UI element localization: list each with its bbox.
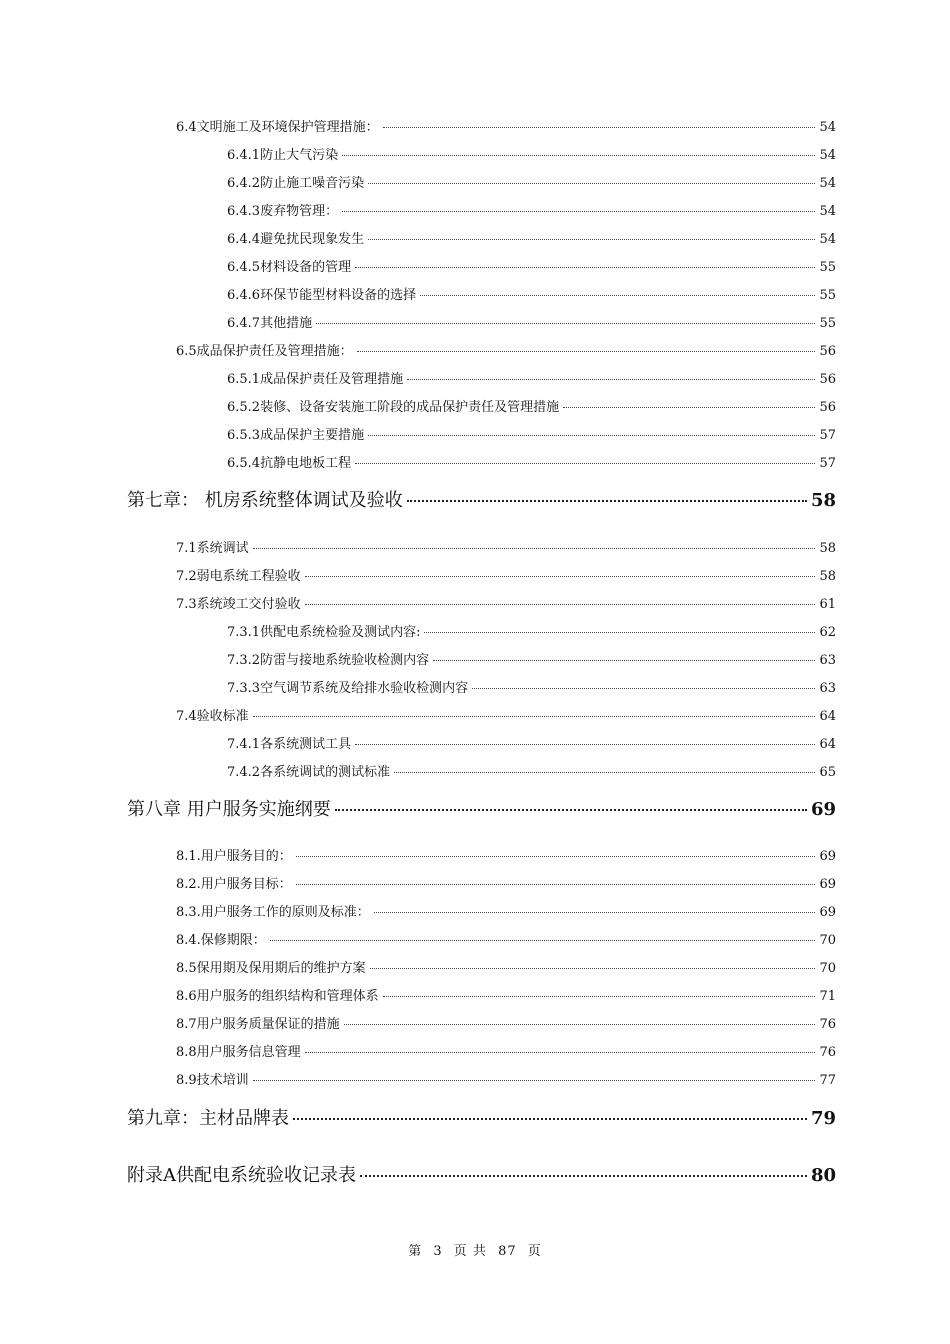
toc-entry-label: 7.4验收标准 — [176, 709, 249, 724]
toc-entry-page: 64 — [819, 737, 836, 752]
toc-entry-page: 54 — [819, 204, 836, 219]
toc-entry-page: 70 — [819, 933, 836, 948]
toc-entry — [227, 621, 836, 640]
toc-entry — [227, 368, 836, 387]
toc-entry-label: 8.5保用期及保用期后的维护方案 — [176, 961, 366, 976]
toc-entry-page: 54 — [819, 148, 836, 163]
toc-entry — [176, 705, 836, 724]
footer-suffix: 页 — [527, 1244, 542, 1259]
toc-entry-page: 69 — [819, 905, 836, 920]
toc-chapter-entry — [127, 1104, 836, 1130]
toc-entry — [176, 985, 836, 1004]
toc-entry-page: 69 — [819, 877, 836, 892]
toc-entry — [227, 312, 836, 331]
dot-leader — [368, 435, 815, 436]
toc-entry-label: 6.4文明施工及环境保护管理措施： — [176, 120, 379, 135]
toc-entry-page: 54 — [819, 120, 836, 135]
toc-chapter-entry — [127, 486, 836, 512]
toc-chapter-entry — [127, 1161, 836, 1187]
toc-entry-label: 6.5.1成品保护责任及管理措施 — [227, 372, 404, 387]
dot-leader — [253, 1080, 816, 1081]
toc-entry — [227, 733, 836, 752]
toc-chapter-page: 58 — [810, 490, 836, 511]
toc-entry-label: 8.7用户服务质量保证的措施 — [176, 1017, 340, 1032]
dot-leader — [293, 1118, 807, 1120]
toc-entry-label: 6.5.2装修、设备安装施工阶段的成品保护责任及管理措施 — [227, 400, 560, 415]
toc-entry-label: 7.4.2各系统调试的测试标准 — [227, 765, 391, 780]
toc-entry — [227, 144, 836, 163]
toc-entry — [176, 901, 836, 920]
dot-leader — [383, 127, 816, 128]
toc-entry-label: 6.4.2防止施工噪音污染 — [227, 176, 365, 191]
toc-entry-label: 6.4.6环保节能型材料设备的选择 — [227, 288, 417, 303]
toc-entry-label: 6.5成品保护责任及管理措施： — [176, 344, 353, 359]
toc-entry-page: 54 — [819, 176, 836, 191]
dot-leader — [383, 996, 816, 997]
toc-entry — [176, 957, 836, 976]
toc-entry-page: 64 — [819, 709, 836, 724]
dot-leader — [360, 1175, 807, 1177]
dot-leader — [296, 884, 816, 885]
toc-entry-label: 7.3.1供配电系统检验及测试内容: — [227, 625, 421, 640]
toc-entry — [176, 593, 836, 612]
toc-entry-label: 6.4.5材料设备的管理 — [227, 260, 352, 275]
dot-leader — [253, 716, 816, 717]
toc-entry-label: 7.3.3空气调节系统及给排水验收检测内容 — [227, 681, 469, 696]
toc-chapter-page: 80 — [810, 1165, 836, 1186]
toc-entry — [227, 452, 836, 471]
toc-entry — [176, 1069, 836, 1088]
toc-entry-page: 63 — [819, 653, 836, 668]
toc-chapter-entry — [127, 795, 836, 821]
toc-entry-label: 8.6用户服务的组织结构和管理体系 — [176, 989, 379, 1004]
dot-leader — [407, 500, 807, 502]
toc-entry-page: 71 — [819, 989, 836, 1004]
toc-entry-label: 6.4.1防止大气污染 — [227, 148, 339, 163]
toc-entry-page: 56 — [819, 400, 836, 415]
toc-entry-label: 6.5.3成品保护主要措施 — [227, 428, 365, 443]
toc-entry — [176, 845, 836, 864]
dot-leader — [374, 912, 816, 913]
toc-entry — [176, 565, 836, 584]
toc-chapter-page: 69 — [810, 799, 836, 820]
toc-entry-page: 55 — [819, 316, 836, 331]
toc-entry-page: 56 — [819, 344, 836, 359]
toc-entry-label: 7.1系统调试 — [176, 541, 249, 556]
dot-leader — [472, 688, 815, 689]
dot-leader — [305, 604, 816, 605]
toc-entry-page: 76 — [819, 1045, 836, 1060]
dot-leader — [420, 295, 815, 296]
dot-leader — [316, 323, 815, 324]
toc-entry-page: 61 — [819, 597, 836, 612]
dot-leader — [357, 351, 816, 352]
toc-entry-page: 76 — [819, 1017, 836, 1032]
toc-entry-page: 70 — [819, 961, 836, 976]
dot-leader — [368, 239, 815, 240]
toc-chapter-label: 第八章 用户服务实施纲要 — [127, 799, 331, 820]
toc-entry — [176, 1041, 836, 1060]
toc-entry-page: 56 — [819, 372, 836, 387]
toc-entry-label: 8.2.用户服务目标： — [176, 877, 292, 892]
toc-entry — [176, 116, 836, 135]
toc-entry — [176, 340, 836, 359]
toc-entry-page: 77 — [819, 1073, 836, 1088]
dot-leader — [344, 1024, 816, 1025]
dot-leader — [342, 211, 815, 212]
total-page-count: 87 — [498, 1244, 517, 1259]
toc-entry — [227, 256, 836, 275]
toc-entry — [176, 537, 836, 556]
toc-entry — [227, 228, 836, 247]
toc-entry — [227, 649, 836, 668]
toc-entry-page: 62 — [819, 625, 836, 640]
toc-entry-label: 7.3.2防雷与接地系统验收检测内容 — [227, 653, 430, 668]
toc-entry — [176, 1013, 836, 1032]
dot-leader — [355, 744, 815, 745]
toc-entry-label: 8.4.保修期限： — [176, 933, 266, 948]
dot-leader — [253, 548, 816, 549]
toc-entry-page: 57 — [819, 456, 836, 471]
dot-leader — [270, 940, 816, 941]
dot-leader — [368, 183, 815, 184]
toc-entry-page: 57 — [819, 428, 836, 443]
toc-chapter-label: 第七章： 机房系统整体调试及验收 — [127, 490, 403, 511]
toc-chapter-label: 第九章：主材品牌表 — [127, 1108, 289, 1129]
dot-leader — [370, 968, 816, 969]
dot-leader — [355, 267, 815, 268]
toc-entry-label: 7.2弱电系统工程验收 — [176, 569, 301, 584]
toc-entry-label: 7.3系统竣工交付验收 — [176, 597, 301, 612]
dot-leader — [424, 632, 815, 633]
toc-entry-label: 6.4.4避免扰民现象发生 — [227, 232, 365, 247]
toc-entry-label: 6.4.3废弃物管理： — [227, 204, 339, 219]
toc-entry — [227, 284, 836, 303]
footer-prefix: 第 — [408, 1244, 423, 1259]
footer-mid: 页 共 — [453, 1244, 487, 1259]
toc-chapter-label: 附录A供配电系统验收记录表 — [127, 1165, 356, 1186]
toc-entry — [227, 200, 836, 219]
toc-entry-label: 6.4.7其他措施 — [227, 316, 313, 331]
toc-entry — [227, 677, 836, 696]
toc-entry-page: 54 — [819, 232, 836, 247]
toc-entry — [227, 396, 836, 415]
dot-leader — [305, 1052, 816, 1053]
dot-leader — [394, 772, 815, 773]
current-page-number: 3 — [433, 1244, 443, 1259]
toc-entry-page: 65 — [819, 765, 836, 780]
toc-entry-label: 8.1.用户服务目的： — [176, 849, 292, 864]
toc-entry-page: 55 — [819, 288, 836, 303]
toc-entry-page: 58 — [819, 569, 836, 584]
dot-leader — [433, 660, 815, 661]
toc-chapter-page: 79 — [810, 1108, 836, 1129]
dot-leader — [335, 809, 807, 811]
toc-entry-page: 55 — [819, 260, 836, 275]
toc-entry-label: 8.8用户服务信息管理 — [176, 1045, 301, 1060]
toc-entry-label: 6.5.4抗静电地板工程 — [227, 456, 352, 471]
toc-entry-page: 58 — [819, 541, 836, 556]
toc-entry-page: 69 — [819, 849, 836, 864]
toc-entry — [227, 424, 836, 443]
toc-entry-page: 63 — [819, 681, 836, 696]
toc-entry — [176, 873, 836, 892]
dot-leader — [407, 379, 815, 380]
dot-leader — [296, 856, 816, 857]
dot-leader — [563, 407, 815, 408]
dot-leader — [305, 576, 816, 577]
toc-entry-label: 8.3.用户服务工作的原则及标准： — [176, 905, 370, 920]
toc-entry-label: 8.9技术培训 — [176, 1073, 249, 1088]
dot-leader — [355, 463, 815, 464]
toc-entry — [227, 172, 836, 191]
toc-entry-label: 7.4.1各系统测试工具 — [227, 737, 352, 752]
toc-entry — [176, 929, 836, 948]
dot-leader — [342, 155, 815, 156]
toc-entry — [227, 761, 836, 780]
page-footer — [0, 1240, 950, 1259]
